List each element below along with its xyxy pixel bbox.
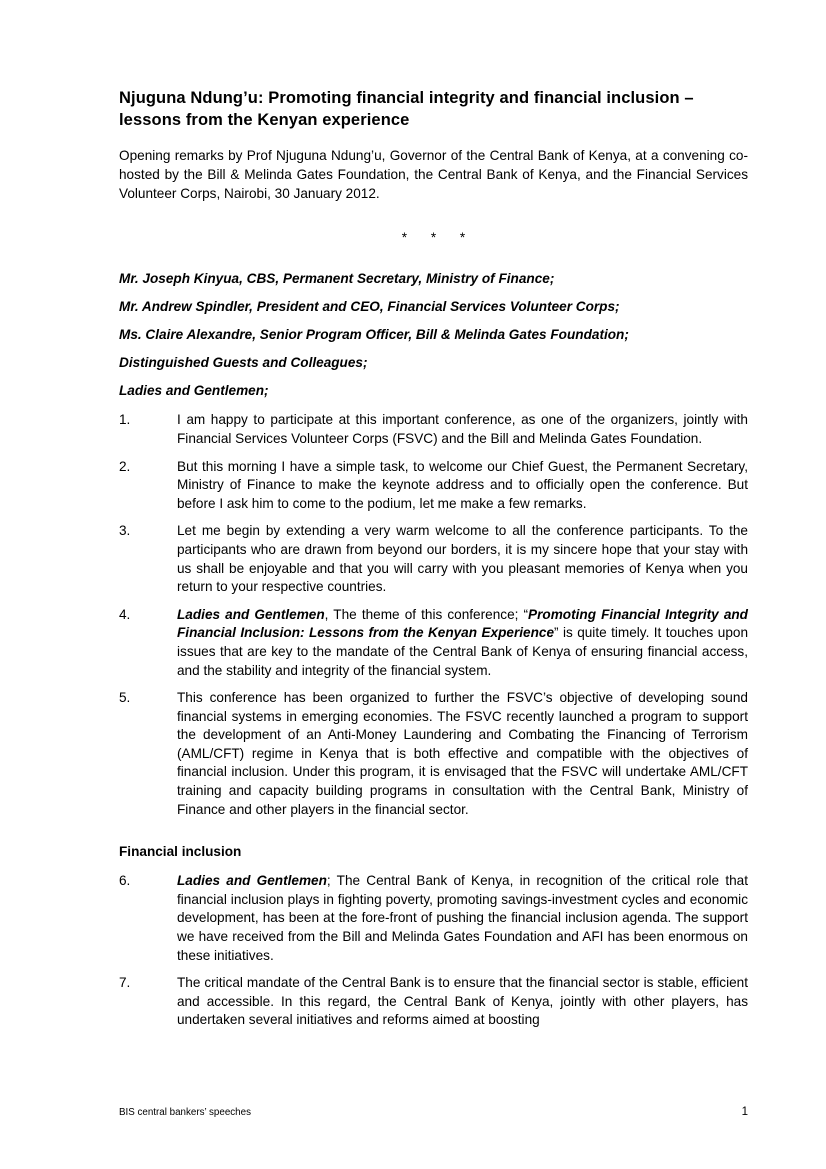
paragraph-text: But this morning I have a simple task, to welcome our Chief Guest, the Permanent Secretary, Ministry of Finance to make the keynote address and to officially open the conference. But before I ask him to come to the podium, let me make a few remarks. xyxy=(177,458,748,511)
intro-paragraph: Opening remarks by Prof Njuguna Ndung’u, Governor of the Central Bank of Kenya, at a convening co-hosted by the Bill & Melinda Gates Foundation, the Central Bank of Kenya, and the Financial Services Volunteer Corps, Nairobi, 30 January 2012. xyxy=(119,148,748,201)
footer-page-number: 1 xyxy=(741,1106,748,1118)
salutation-line: Mr. Andrew Spindler, President and CEO, Financial Services Volunteer Corps; xyxy=(119,299,620,315)
paragraph-number: 1. xyxy=(119,412,131,428)
salutation-line: Distinguished Guests and Colleagues; xyxy=(119,355,368,371)
numbered-paragraph xyxy=(119,974,748,1030)
paragraph-number: 3. xyxy=(119,523,131,539)
salutation-line: Ms. Claire Alexandre, Senior Program Officer, Bill & Melinda Gates Foundation; xyxy=(119,327,629,343)
paragraph-number: 6. xyxy=(119,873,131,889)
numbered-paragraph xyxy=(119,606,748,680)
numbered-paragraph xyxy=(119,872,748,965)
section-heading: Financial inclusion xyxy=(119,844,242,860)
paragraph-number: 2. xyxy=(119,458,131,474)
document-title: Njuguna Ndung’u: Promoting financial integrity and financial inclusion – lessons from the Kenyan experience xyxy=(119,89,694,129)
paragraph-text: Let me begin by extending a very warm welcome to all the conference participants. To the participants who are drawn from beyond our borders, it is my sincere hope that your stay with us shall be enjoyable and that you will carry with you pleasant memories of Kenya when you return to your respective countries. xyxy=(177,523,748,595)
salutation-line: Ladies and Gentlemen; xyxy=(119,383,269,399)
salutation-list xyxy=(119,269,748,400)
salutation-line: Mr. Joseph Kinyua, CBS, Permanent Secretary, Ministry of Finance; xyxy=(119,271,555,287)
numbered-paragraph xyxy=(119,522,748,596)
numbered-paragraph xyxy=(119,689,748,819)
paragraph-text: This conference has been organized to further the FSVC’s objective of developing sound financial systems in emerging economies. The FSVC recently launched a program to support the development of an Anti-Money Laundering and Combating the Financing of Terrorism (AML/CFT) regime in Kenya that is both effective and compatible with the objectives of financial inclusion. Under this program, it is envisaged that the FSVC will undertake AML/CFT training and capacity building programs in consultation with the Central Bank, Ministry of Finance and other players in the financial sector. xyxy=(177,690,748,817)
paragraph-text: Ladies and Gentlemen; The Central Bank of Kenya, in recognition of the critical role that financial inclusion plays in fighting poverty, promoting savings-investment cycles and economic development, has been at the fore-front of pushing the financial inclusion agenda. The support we have received from the Bill and Melinda Gates Foundation and AFI has been enormous on these initiatives. xyxy=(177,873,748,963)
content-blocks xyxy=(119,411,748,1030)
paragraph-text: The critical mandate of the Central Bank is to ensure that the financial sector is stable, efficient and accessible. In this regard, the Central Bank of Kenya, jointly with other players, has undertaken several initiatives and reforms aimed at boosting xyxy=(177,975,748,1028)
paragraph-text: I am happy to participate at this important conference, as one of the organizers, jointly with Financial Services Volunteer Corps (FSVC) and the Bill and Melinda Gates Foundation. xyxy=(177,412,748,446)
numbered-paragraph xyxy=(119,458,748,514)
paragraph-text: Ladies and Gentlemen, The theme of this conference; “Promoting Financial Integrity and Financial Inclusion: Lessons from the Kenyan Experience” is quite timely. It touches upon issues that are key to the mandate of the Central Bank of Kenya of ensuring financial access, and the stability and integrity of the financial system. xyxy=(177,606,749,678)
page-footer xyxy=(119,1106,748,1119)
numbered-paragraph xyxy=(119,411,748,448)
paragraph-number: 7. xyxy=(119,975,131,991)
footer-publication-label: BIS central bankers’ speeches xyxy=(119,1107,251,1118)
separator-asterisks: * * * xyxy=(401,230,466,246)
paragraph-number: 5. xyxy=(119,690,131,706)
paragraph-number: 4. xyxy=(119,606,131,622)
